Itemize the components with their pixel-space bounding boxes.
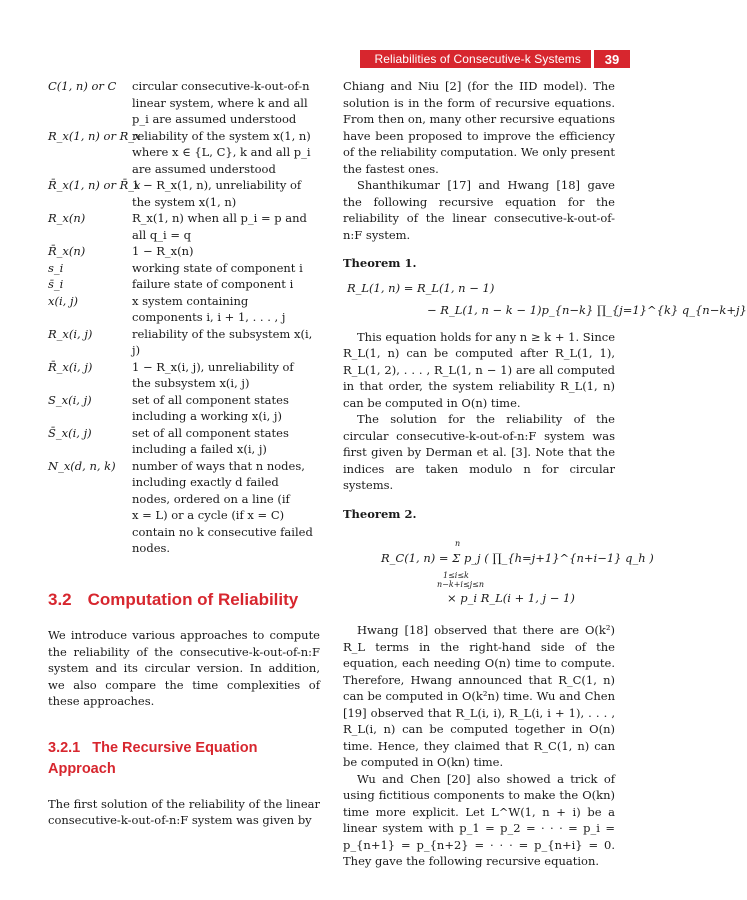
notation-description-line: x = L) or a cycle (if x = C): [132, 508, 285, 522]
right-column: [343, 78, 747, 870]
notation-description-line: linear system, where k and all: [132, 95, 308, 110]
notation-symbol: C(1, n) or C: [48, 79, 117, 93]
subsection-number: 3.2.1: [48, 739, 81, 756]
notation-symbol: R_x(i, j): [48, 326, 93, 341]
notation-symbol: S_x(i, j): [48, 392, 92, 407]
notation-description-line: including a failed x(i, j): [132, 442, 267, 456]
theorem-2-sum-upper: n: [455, 539, 461, 548]
notation-description-line: number of ways that n nodes,: [132, 458, 305, 473]
notation-description-line: set of all component states: [132, 392, 289, 407]
notation-description-line: set of all component states: [132, 425, 289, 440]
theorem-2-sum-lower-2: n−k+i≤j≤n: [437, 580, 485, 589]
notation-description-line: contain no k consecutive failed: [132, 524, 313, 539]
left-column-lower: [48, 627, 320, 829]
notation-symbol: S̄_x(i, j): [48, 425, 92, 440]
section-intro: We introduce various approaches to compute the reliability of the consecutive-k-out-of-n:F system and its circular version. In addition, we also compare the time complexities of these approaches.: [48, 628, 320, 708]
section-heading: [48, 590, 298, 610]
notation-description: [132, 425, 320, 458]
notation-description-line: failure state of component i: [132, 277, 294, 291]
notation-description-line: working state of component i: [132, 260, 303, 275]
section-title: Computation of Reliability: [87, 590, 299, 609]
theorem-1-label: Theorem 1.: [343, 256, 417, 270]
notation-symbol: R̄_x(n): [48, 244, 86, 258]
theorem-2-sum-lower-1: 1≤i≤k: [443, 571, 469, 580]
notation-description-line: including a working x(i, j): [132, 409, 282, 423]
notation-description: [132, 326, 320, 359]
notation-row: [48, 260, 320, 277]
notation-row: [48, 210, 320, 243]
theorem-1-line-1: R_L(1, n) = R_L(1, n − 1): [347, 280, 495, 295]
theorem-1-equation: [343, 280, 747, 319]
notation-row: [48, 392, 320, 425]
notation-description-line: nodes.: [132, 541, 171, 555]
running-header: [360, 50, 630, 68]
notation-row: [48, 458, 320, 557]
para-circular: The solution for the reliability of the circular consecutive-k-out-of-n:F system was first given by Derman et al. [3]. Note that the indices are taken modulo n for circular systems.: [343, 412, 615, 492]
para-holds: This equation holds for any n ≥ k + 1. Since R_L(1, n) can be computed after R_L(1, 1), R_L(1, 2), . . . , R_L(1, n − 1) are all computed in that order, the system reliability R_L(1, n) can be computed in O(n) time.: [343, 329, 615, 410]
notation-description-line: 1 − R_x(1, n), unreliability of: [132, 178, 302, 192]
notation-description-line: nodes, ordered on a line (if: [132, 491, 290, 506]
notation-symbol: R_x(n): [48, 211, 86, 225]
para-shanthikumar: Shanthikumar [17] and Hwang [18] gave the following recursive equation for the reliability of the linear consecutive-k-out-of-n:F system.: [343, 178, 615, 242]
running-title: Reliabilities of Consecutive-k Systems: [374, 52, 581, 66]
notation-description-line: the subsystem x(i, j): [132, 376, 250, 390]
subsection-heading: [48, 738, 320, 780]
notation-list: [48, 78, 320, 557]
subsection-title-line2: Approach: [48, 760, 116, 777]
notation-description: [132, 293, 320, 326]
notation-description: [132, 276, 320, 293]
notation-description-line: p_i are assumed understood: [132, 112, 297, 126]
notation-symbol: R̄_x(i, j): [48, 359, 93, 374]
notation-description: [132, 458, 320, 557]
theorem-2-label: Theorem 2.: [343, 506, 417, 521]
notation-symbol: R̄_x(1, n) or R̄_x: [48, 178, 141, 192]
theorem-1-line-2: − R_L(1, n − k − 1)p_{n−k} ∏_{j=1}^{k} q_{n−k+j}: [427, 303, 747, 317]
theorem-2-equation: [343, 530, 654, 608]
notation-symbol: s_i: [48, 260, 64, 275]
notation-row: [48, 128, 320, 178]
notation-description-line: reliability of the system x(1, n): [132, 128, 311, 143]
notation-row: [48, 78, 320, 128]
notation-description-line: circular consecutive-k-out-of-n: [132, 79, 310, 93]
notation-symbol: N_x(d, n, k): [48, 458, 116, 473]
para-wu-chen: Wu and Chen [20] also showed a trick of using fictitious components to make the O(kn) time more explicit. Let L^W(1, n + i) be a linear system with p_1 = p_2 = · · · = p_i = p_{n+1} = p_{n+2} = · · · = p_{n+i} = 0. They gave the following recursive equation.: [343, 771, 615, 868]
notation-row: [48, 177, 320, 210]
notation-row: [48, 326, 320, 359]
notation-description-line: x system containing: [132, 293, 249, 308]
notation-description-line: 1 − R_x(n): [132, 244, 194, 258]
notation-description-line: are assumed understood: [132, 161, 276, 176]
notation-description-line: the system x(1, n): [132, 194, 237, 209]
para-hwang: Hwang [18] observed that there are O(k²) R_L terms in the right-hand side of the equation, each needing O(n) time to compute. Therefore, Hwang announced that R_C(1, n) can be computed in O(k²n) time. Wu and Chen [19] observed that R_L(i, i), R_L(i, i + 1), . . . , R_L(i, n) can be computed together in O(n) time. Hence, they claimed that R_C(1, n) can be computed in O(kn) time.: [343, 623, 615, 769]
notation-description: [132, 243, 320, 260]
notation-description-line: components i, i + 1, . . . , j: [132, 310, 286, 324]
notation-description: [132, 392, 320, 425]
notation-description-line: including exactly d failed: [132, 475, 279, 489]
notation-row: [48, 359, 320, 392]
subsection-title-line1: The Recursive Equation: [92, 739, 258, 756]
subsection-text: The first solution of the reliability of the linear consecutive-k-out-of-n:F system was given by: [48, 796, 320, 827]
theorem-2-line-2: × p_i R_L(i + 1, j − 1): [447, 591, 575, 605]
para-chiang-niu: Chiang and Niu [2] (for the IID model). The solution is in the form of recursive equations. From then on, many other recursive equations have been proposed to improve the efficiency of the reliability computation. We only present the fastest ones.: [343, 79, 615, 176]
notation-description-line: R_x(1, n) when all p_i = p and: [132, 211, 307, 225]
notation-row: [48, 425, 320, 458]
notation-description-line: where x ∈ {L, C}, k and all p_i: [132, 145, 311, 159]
notation-symbol: x(i, j): [48, 293, 79, 308]
notation-description: [132, 260, 320, 277]
notation-row: [48, 276, 320, 293]
notation-symbol: s̄_i: [48, 277, 64, 291]
notation-row: [48, 243, 320, 260]
notation-description-line: all q_i = q: [132, 227, 191, 242]
notation-description: [132, 128, 320, 178]
notation-description: [132, 359, 320, 392]
notation-description: [132, 210, 320, 243]
notation-description: [132, 78, 320, 128]
left-column: [48, 78, 320, 557]
page-number: 39: [604, 51, 620, 67]
notation-description-line: reliability of the subsystem x(i, j): [132, 326, 313, 357]
notation-description: [132, 177, 320, 210]
section-number: 3.2: [48, 590, 72, 609]
theorem-2-line-1: R_C(1, n) = Σ p_j ( ∏_{h=j+1}^{n+i−1} q_h ): [381, 551, 654, 565]
notation-row: [48, 293, 320, 326]
notation-description-line: 1 − R_x(i, j), unreliability of: [132, 359, 294, 374]
notation-symbol: R_x(1, n) or R_x: [48, 128, 141, 143]
